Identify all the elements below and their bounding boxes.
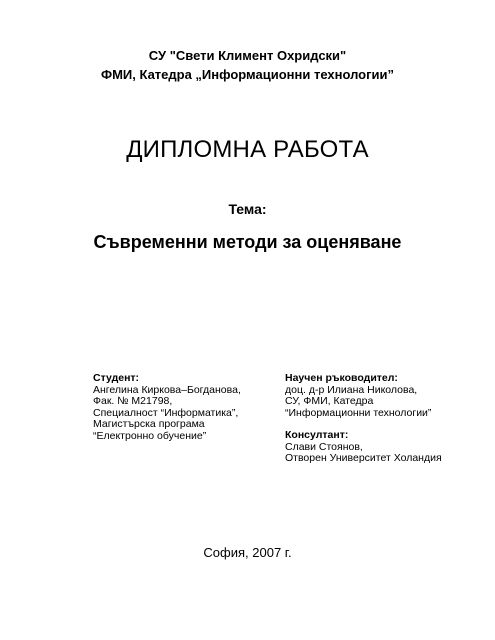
- student-info: [93, 373, 241, 442]
- consultant-heading: Консултант:: [285, 429, 349, 441]
- consultant-line: Отворен Университет Холандия: [285, 452, 442, 464]
- advisor-info: [285, 373, 442, 465]
- topic-title: Съвременни методи за оценяване: [93, 232, 402, 252]
- consultant-line: Слави Стоянов,: [285, 440, 363, 453]
- student-heading: Студент:: [93, 372, 140, 384]
- student-line: Магистърска програма: [93, 418, 205, 430]
- student-line: Ангелина Киркова–Богданова,: [93, 383, 241, 396]
- advisor-heading: Научен ръководител:: [285, 372, 398, 384]
- advisor-line: “Информационни технологии”: [285, 406, 432, 419]
- student-line: “Електронно обучение”: [93, 429, 207, 442]
- place-and-date: София, 2007 г.: [203, 545, 292, 560]
- consultant-info: [285, 430, 442, 465]
- document-title: ДИПЛОМНА РАБОТА: [126, 136, 369, 163]
- university-name: СУ "Свети Климент Охридски": [148, 48, 347, 63]
- advisor-line: доц. д-р Илиана Николова,: [285, 383, 418, 396]
- topic-label: Тема:: [228, 201, 267, 217]
- student-line: Специалност “Информатика”,: [93, 406, 239, 419]
- student-line: Фак. № М21798,: [93, 395, 173, 407]
- faculty-department: ФМИ, Катедра „Информационни технологии”: [100, 67, 394, 82]
- advisor-line: СУ, ФМИ, Катедра: [285, 395, 374, 407]
